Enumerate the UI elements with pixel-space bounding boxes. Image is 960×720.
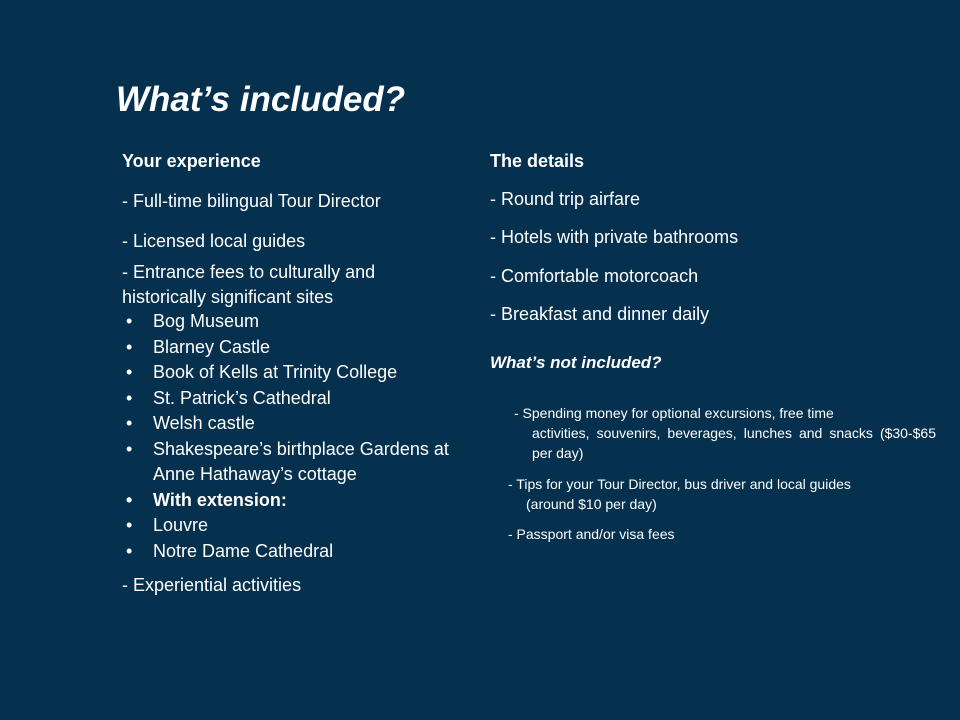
bullet-icon: •: [126, 413, 133, 433]
details-column: [490, 150, 940, 542]
bullet-icon: •: [126, 515, 133, 535]
bullet-icon: •: [126, 540, 133, 561]
list-item: • Blarney Castle: [122, 335, 482, 361]
experience-item-tour-director: - Full-time bilingual Tour Director: [122, 191, 381, 211]
bullet-icon: •: [126, 336, 133, 357]
list-item: • Bog Museum: [122, 309, 482, 335]
list-item: • Book of Kells at Trinity College: [122, 360, 482, 386]
experience-item-local-guides: - Licensed local guides: [122, 231, 306, 251]
details-heading: The details: [490, 151, 585, 171]
details-item-airfare: - Round trip airfare: [490, 189, 641, 209]
not-included-item-spending: - Spending money for optional excursions, free time activities, souvenirs, beverages, lunches and snacks ($30-$65 per day): [514, 405, 936, 461]
list-item: • Shakespeare’s birthplace Gardens at Anne Hathaway’s cottage: [126, 438, 449, 484]
your-experience-column: [122, 150, 482, 595]
details-item-motorcoach: - Comfortable motorcoach: [490, 266, 699, 286]
bullet-icon: •: [126, 489, 133, 510]
bullet-icon: •: [126, 387, 133, 408]
list-item: • Louvre: [122, 513, 482, 539]
sites-list: [122, 309, 482, 564]
list-item: • St. Patrick’s Cathedral: [122, 386, 482, 412]
not-included-item-passport: - Passport and/or visa fees: [508, 526, 675, 542]
not-included-heading: What’s not included?: [490, 353, 662, 372]
details-item-meals: - Breakfast and dinner daily: [490, 304, 710, 324]
experience-item-entrance-fees: - Entrance fees to culturally and historically significant sites: [122, 262, 376, 307]
your-experience-heading: Your experience: [122, 151, 261, 171]
bullet-icon: •: [126, 362, 133, 382]
bullet-icon: •: [126, 311, 133, 331]
experience-item-activities: - Experiential activities: [122, 575, 302, 595]
list-item: • Notre Dame Cathedral: [122, 539, 482, 565]
not-included-item-tips: - Tips for your Tour Director, bus driver and local guides (around $10 per day): [508, 476, 851, 512]
bullet-icon: •: [126, 438, 133, 459]
page-title: What’s included?: [116, 80, 406, 119]
details-item-hotels: - Hotels with private bathrooms: [490, 227, 739, 247]
list-item: • Welsh castle: [122, 411, 482, 437]
list-item: • With extension:: [122, 488, 482, 514]
